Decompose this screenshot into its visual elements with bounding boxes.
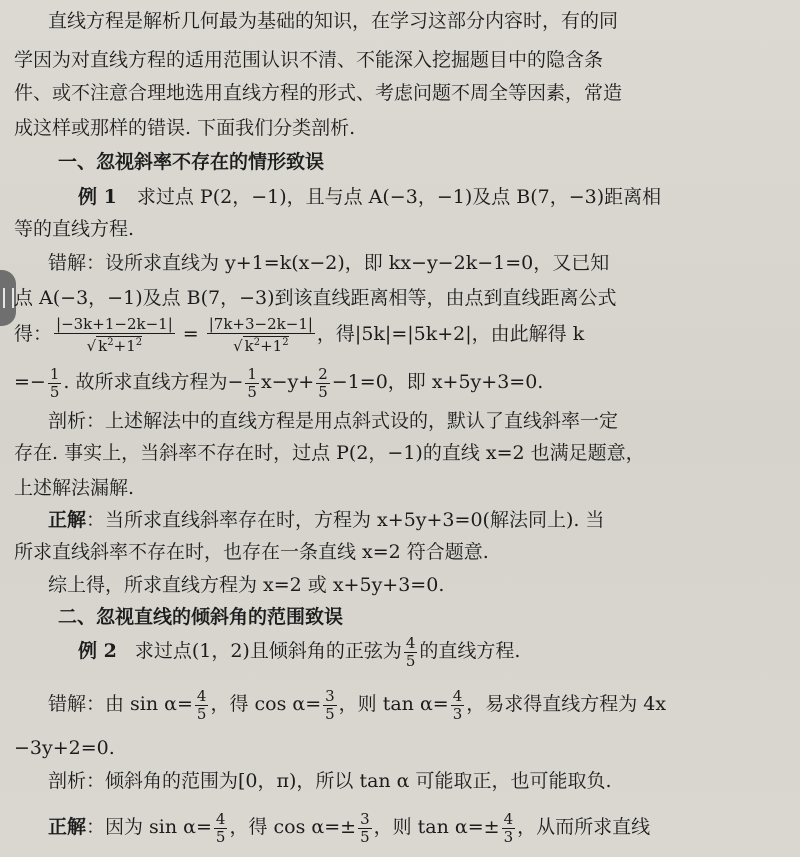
- distance-fraction-b: $\frac{|7k+3-2k-1|}{√ k^2+1^2}$: [208, 314, 313, 355]
- example2-correct-line-1: 正解：因为 sin α= $\frac{4}{5}$ ，得 cos α=± $\frac{3}{5}$ ，则 tan α=± $\frac{4}{3}$ ，从而所求直线: [48, 809, 651, 846]
- example2-problem-line: 例 2 求过点(1，2)且倾斜角的正弦为 $\frac{4}{5}$ 的直线方程.: [78, 633, 521, 670]
- example1-wrong-line-4: =− $\frac{1}{5}$ . 故所求直线方程为− $\frac{1}{5}$ x−y+ $\frac{2}{5}$ −1=0，即 x+5y+3=0.: [14, 364, 544, 401]
- example2-analysis: 剖析：倾斜角的范围为[0，π)，所以 tan α 可能取正，也可能取负.: [48, 770, 612, 792]
- example1-label: 例 1: [78, 186, 117, 208]
- intro-line-1: 直线方程是解析几何最为基础的知识，在学习这部分内容时，有的同: [48, 10, 619, 32]
- intro-line-4: 成这样或那样的错误. 下面我们分类剖析.: [14, 117, 356, 139]
- section1-heading: 一、忽视斜率不存在的情形致误: [58, 151, 325, 173]
- example1-analysis-line-1: 剖析：上述解法中的直线方程是用点斜式设的，默认了直线斜率一定: [48, 410, 619, 432]
- intro-line-3: 件、或不注意合理地选用直线方程的形式、考虑问题不周全等因素，常造: [14, 82, 623, 104]
- example1-wrong-line-3: 得： $\frac{|-3k+1-2k-1|}{√ k^2+1^2}$ = $\frac{|7k+3-2k-1|}{√ k^2+1^2}$ ，得|5k|=|5k+2|，由此解得 k: [14, 314, 585, 355]
- example1-wrong-line-1: 错解：设所求直线为 y+1=k(x−2)，即 kx−y−2k−1=0，又已知: [48, 252, 610, 274]
- example1-summary: 综上得，所求直线方程为 x=2 或 x+5y+3=0.: [48, 574, 445, 596]
- distance-fraction-a: $\frac{|-3k+1-2k-1|}{√ k^2+1^2}$: [56, 314, 173, 355]
- example1-problem-text: 求过点 P(2，−1)，且与点 A(−3，−1)及点 B(7，−3)距离相: [136, 186, 662, 208]
- correct-label-2: 正解: [48, 816, 87, 838]
- example1-problem-line-2: 等的直线方程.: [14, 218, 135, 240]
- correct-label: 正解: [48, 509, 87, 531]
- example1-correct-line-2: 所求直线斜率不存在时，也存在一条直线 x=2 符合题意.: [14, 541, 489, 563]
- example1-analysis-line-2: 存在. 事实上，当斜率不存在时，过点 P(2，−1)的直线 x=2 也满足题意，: [14, 442, 645, 464]
- example2-label: 例 2: [78, 640, 117, 662]
- example1-problem-line-1: [78, 182, 800, 212]
- section2-heading: 二、忽视直线的倾斜角的范围致误: [58, 606, 344, 628]
- example1-analysis-line-3: 上述解法漏解.: [14, 477, 135, 499]
- example2-wrong-line-1: 错解：由 sin α= $\frac{4}{5}$ ，得 cos α= $\frac{3}{5}$ ，则 tan α= $\frac{4}{3}$ ，易求得直线方程为 4x: [48, 686, 667, 723]
- example2-wrong-line-2: −3y+2=0.: [14, 737, 115, 759]
- intro-line-2: 学因为对直线方程的适用范围认识不清、不能深入挖掘题目中的隐含条: [14, 49, 604, 71]
- example1-correct-line-1: 正解：当所求直线斜率存在时，方程为 x+5y+3=0(解法同上). 当: [48, 509, 605, 531]
- example1-wrong-line-2: 点 A(−3，−1)及点 B(7，−3)到该直线距离相等，由点到直线距离公式: [14, 287, 617, 309]
